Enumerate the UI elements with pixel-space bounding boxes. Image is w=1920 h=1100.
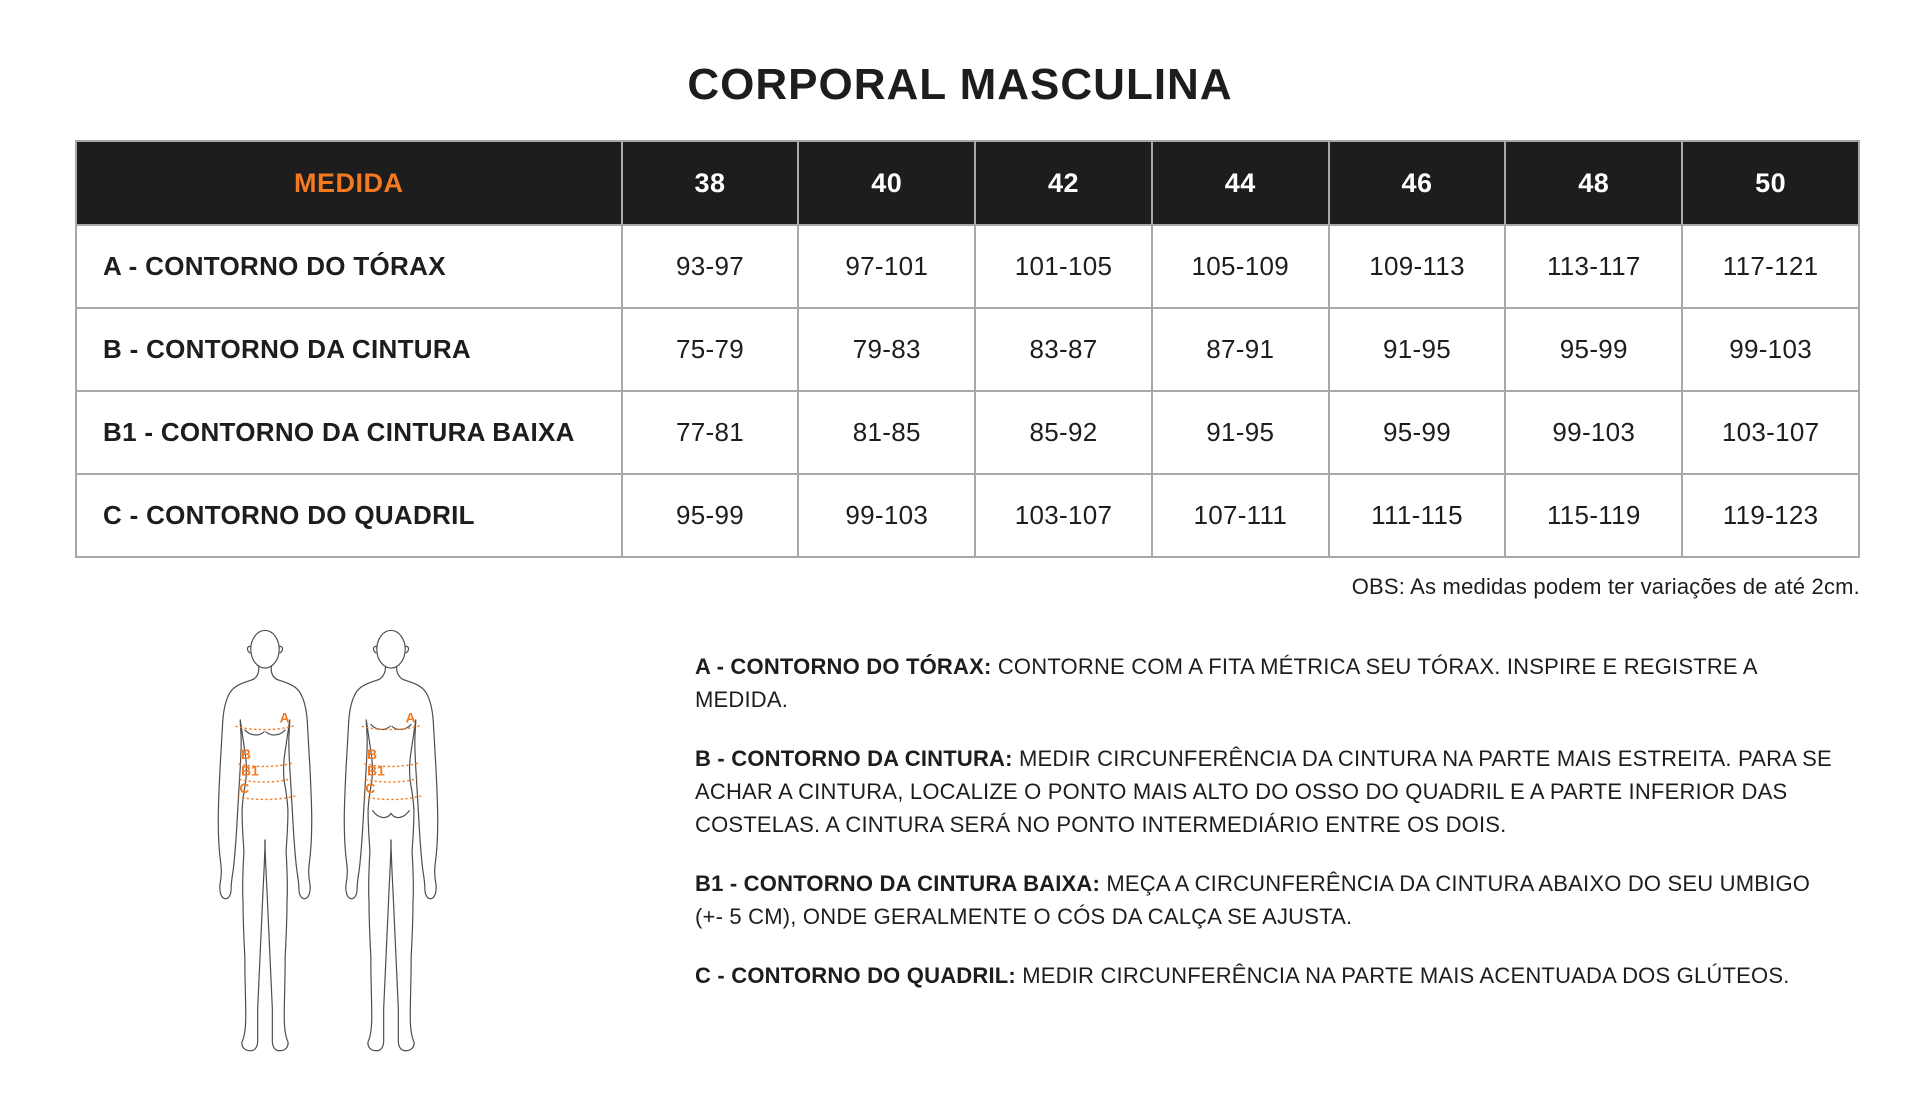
table-row-quadril bbox=[76, 474, 1859, 557]
table-row-cintura bbox=[76, 308, 1859, 391]
cell-cintura-baixa-50: 103-107 bbox=[1682, 391, 1859, 474]
instruction-quadril bbox=[695, 959, 1835, 992]
figure-back-right-outline bbox=[391, 680, 438, 1051]
table-header-row bbox=[76, 141, 1859, 225]
table-header-size-48: 48 bbox=[1505, 141, 1682, 225]
cell-cintura-baixa-38: 77-81 bbox=[622, 391, 799, 474]
cell-torax-40: 97-101 bbox=[798, 225, 975, 308]
row-label-cintura: B - CONTORNO DA CINTURA bbox=[76, 308, 622, 391]
instruction-torax-heading: A - CONTORNO DO TÓRAX: bbox=[695, 654, 992, 679]
table-header-size-46: 46 bbox=[1329, 141, 1506, 225]
table-header-size-42: 42 bbox=[975, 141, 1152, 225]
row-label-cintura-baixa: B1 - CONTORNO DA CINTURA BAIXA bbox=[76, 391, 622, 474]
table-header-size-40: 40 bbox=[798, 141, 975, 225]
measure-label-c-front: C bbox=[239, 781, 250, 797]
figure-front-ears bbox=[248, 646, 283, 653]
cell-cintura-44: 87-91 bbox=[1152, 308, 1329, 391]
instruction-cintura-baixa bbox=[695, 867, 1835, 933]
cell-quadril-38: 95-99 bbox=[622, 474, 799, 557]
measure-label-b1-back: B1 bbox=[367, 763, 385, 779]
cell-cintura-46: 91-95 bbox=[1329, 308, 1506, 391]
table-header-medida: MEDIDA bbox=[76, 141, 622, 225]
cell-cintura-baixa-46: 95-99 bbox=[1329, 391, 1506, 474]
cell-quadril-40: 99-103 bbox=[798, 474, 975, 557]
instruction-cintura-baixa-body: MEÇA A CIRCUNFERÊNCIA DA CINTURA ABAIXO DO SEU UMBIGO (+- 5 CM), ONDE GERALMENTE O CÓS DA CALÇA SE AJUSTA. bbox=[695, 871, 1811, 929]
instruction-torax bbox=[695, 650, 1835, 716]
cell-torax-46: 109-113 bbox=[1329, 225, 1506, 308]
body-measurement-diagrams bbox=[210, 608, 446, 1070]
cell-torax-42: 101-105 bbox=[975, 225, 1152, 308]
measurement-instructions bbox=[695, 650, 1835, 992]
instruction-cintura-heading: B - CONTORNO DA CINTURA: bbox=[695, 746, 1013, 771]
measure-label-b1-front: B1 bbox=[241, 763, 259, 779]
page-title: CORPORAL MASCULINA bbox=[687, 60, 1233, 109]
measure-label-c-back: C bbox=[365, 781, 376, 797]
figure-back-glute-lines bbox=[373, 811, 410, 818]
measure-label-b-front: B bbox=[241, 747, 252, 763]
instruction-cintura-body: MEDIR CIRCUNFERÊNCIA DA CINTURA NA PARTE MAIS ESTREITA. PARA SE ACHAR A CINTURA, LOCALIZE O PONTO MAIS ALTO DO OSSO DO QUADRIL E A PARTE INFERIOR DAS COSTELAS. A CINTURA SERÁ NO PONTO INTERMEDIÁRIO ENTRE OS DOIS. bbox=[695, 746, 1832, 837]
row-label-quadril: C - CONTORNO DO QUADRIL bbox=[76, 474, 622, 557]
cell-quadril-48: 115-119 bbox=[1505, 474, 1682, 557]
chest-measure-line-front bbox=[236, 725, 296, 729]
cell-cintura-38: 75-79 bbox=[622, 308, 799, 391]
cell-cintura-baixa-48: 99-103 bbox=[1505, 391, 1682, 474]
instruction-quadril-heading: C - CONTORNO DO QUADRIL: bbox=[695, 963, 1016, 988]
figure-front-head bbox=[251, 630, 279, 668]
figure-back-left-outline bbox=[344, 680, 391, 1051]
figure-back-head bbox=[377, 630, 405, 668]
table-header-size-50: 50 bbox=[1682, 141, 1859, 225]
cell-torax-44: 105-109 bbox=[1152, 225, 1329, 308]
cell-cintura-baixa-44: 91-95 bbox=[1152, 391, 1329, 474]
cell-cintura-48: 95-99 bbox=[1505, 308, 1682, 391]
measure-label-a-back: A bbox=[405, 710, 416, 726]
body-figure-back bbox=[336, 608, 446, 1070]
cell-cintura-40: 79-83 bbox=[798, 308, 975, 391]
instruction-torax-body: CONTORNE COM A FITA MÉTRICA SEU TÓRAX. INSPIRE E REGISTRE A MEDIDA. bbox=[695, 654, 1757, 712]
table-header-size-44: 44 bbox=[1152, 141, 1329, 225]
table-row-torax bbox=[76, 225, 1859, 308]
table-header-size-38: 38 bbox=[622, 141, 799, 225]
instruction-cintura-baixa-heading: B1 - CONTORNO DA CINTURA BAIXA: bbox=[695, 871, 1101, 896]
cell-quadril-46: 111-115 bbox=[1329, 474, 1506, 557]
cell-cintura-50: 99-103 bbox=[1682, 308, 1859, 391]
instruction-quadril-body: MEDIR CIRCUNFERÊNCIA NA PARTE MAIS ACENTUADA DOS GLÚTEOS. bbox=[1015, 963, 1790, 988]
table-row-cintura-baixa bbox=[76, 391, 1859, 474]
cell-cintura-42: 83-87 bbox=[975, 308, 1152, 391]
measure-label-a-front: A bbox=[279, 710, 290, 726]
cell-cintura-baixa-42: 85-92 bbox=[975, 391, 1152, 474]
figure-front-chest-lines bbox=[245, 730, 285, 735]
row-label-torax: A - CONTORNO DO TÓRAX bbox=[76, 225, 622, 308]
cell-quadril-50: 119-123 bbox=[1682, 474, 1859, 557]
instruction-cintura bbox=[695, 742, 1835, 841]
measure-label-b-back: B bbox=[367, 747, 378, 763]
cell-torax-48: 113-117 bbox=[1505, 225, 1682, 308]
figure-back-ears bbox=[374, 646, 409, 653]
cell-quadril-42: 103-107 bbox=[975, 474, 1152, 557]
size-table bbox=[75, 140, 1860, 558]
body-figure-front bbox=[210, 608, 320, 1070]
cell-torax-38: 93-97 bbox=[622, 225, 799, 308]
cell-quadril-44: 107-111 bbox=[1152, 474, 1329, 557]
cell-cintura-baixa-40: 81-85 bbox=[798, 391, 975, 474]
cell-torax-50: 117-121 bbox=[1682, 225, 1859, 308]
measurement-variation-note: OBS: As medidas podem ter variações de até 2cm. bbox=[1351, 574, 1860, 599]
